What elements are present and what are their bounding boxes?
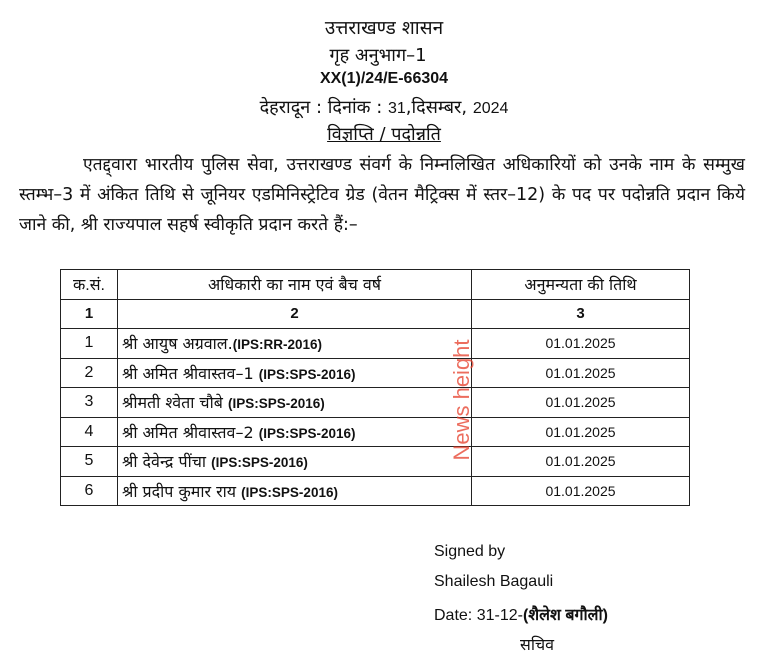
department-section: गृह अनुभाग–1 — [329, 45, 427, 66]
notification-body-text: एतद्द्वारा भारतीय पुलिस सेवा, उत्तराखण्ड संवर्ग के निम्नलिखित अधिकारियों को उनके नाम के सम्मुख स्तम्भ–3 में अंकित तिथि से जूनियर एडमिनिस्ट्रेटिव ग्रेड (वेतन मैट्रिक्स में स्तर–12) के पद पर पदोन्नति प्रदान किये जाने की, श्री राज्यपाल सहर्ष स्वीकृति प्रदान करते हैं:– — [19, 155, 745, 235]
column-number-row — [61, 299, 690, 329]
eligibility-date: 01.01.2025 — [472, 476, 690, 506]
officer-service-batch: (IPS:SPS-2016) — [241, 484, 338, 500]
signatory-designation: सचिव — [520, 635, 555, 654]
date-day: 31 — [387, 100, 406, 117]
column-header-date: अनुमन्यता की तिथि — [472, 270, 690, 300]
officer-service-batch: (IPS:SPS-2016) — [227, 396, 325, 412]
serial-number: 4 — [61, 417, 118, 447]
eligibility-date: 01.01.2025 — [472, 358, 690, 388]
signature-date-line — [434, 603, 608, 625]
signed-by-label: Signed by — [434, 543, 506, 560]
officer-name-cell — [118, 417, 472, 447]
column-header-officer: अधिकारी का नाम एवं बैच वर्ष — [118, 270, 472, 300]
serial-number: 5 — [61, 447, 118, 477]
date-month: ,दिसम्बर, — [405, 97, 473, 118]
serial-number: 6 — [61, 476, 118, 506]
signature-date-label: Date: 31-12- — [434, 607, 523, 624]
table-row — [61, 329, 690, 359]
reference-number: XX(1)/24/E-66304 — [319, 70, 449, 87]
eligibility-date: 01.01.2025 — [472, 388, 690, 418]
eligibility-date: 01.01.2025 — [472, 417, 690, 447]
eligibility-date: 01.01.2025 — [472, 447, 690, 477]
table-row — [61, 358, 690, 388]
officer-name: श्री अमित श्रीवास्तव–2 — [122, 422, 259, 442]
officer-name: श्री देवेन्द्र पींचा — [122, 452, 212, 472]
officer-name: श्री आयुष अग्रवाल. — [122, 334, 233, 354]
notice-subject: विज्ञप्ति / पदोन्नति — [327, 124, 441, 145]
date-prefix: देहरादून : दिनांक : — [259, 97, 388, 118]
officer-name: श्री अमित श्रीवास्तव–1 — [122, 363, 259, 383]
watermark-text: News height — [449, 339, 474, 461]
officer-name-cell — [118, 388, 472, 418]
officer-name-cell — [118, 329, 472, 359]
eligibility-date: 01.01.2025 — [472, 329, 690, 359]
officer-service-batch: (IPS:SPS-2016) — [211, 455, 308, 471]
officer-name: श्री प्रदीप कुमार राय — [122, 481, 242, 501]
table-header-row — [61, 270, 690, 300]
column-header-serial: क.सं. — [61, 270, 118, 300]
officer-service-batch: (IPS:RR-2016) — [232, 337, 323, 353]
table-row — [61, 447, 690, 477]
serial-number: 3 — [61, 388, 118, 418]
table-row — [61, 476, 690, 506]
promotion-table — [60, 269, 690, 506]
table-row — [61, 388, 690, 418]
signatory-hindi-name: (शैलेश बगौली) — [522, 607, 608, 624]
table-row — [61, 417, 690, 447]
date-year: 2024 — [472, 100, 509, 117]
officer-name: श्रीमती श्वेता चौबे — [122, 393, 228, 413]
officer-name-cell — [118, 476, 472, 506]
serial-number: 2 — [61, 358, 118, 388]
officer-service-batch: (IPS:SPS-2016) — [258, 366, 356, 382]
column-number-2: 2 — [118, 299, 472, 329]
officer-service-batch: (IPS:SPS-2016) — [258, 425, 356, 441]
column-number-3: 3 — [472, 299, 690, 329]
serial-number: 1 — [61, 329, 118, 359]
column-number-1: 1 — [61, 299, 118, 329]
place-and-date — [0, 95, 768, 119]
officer-name-cell — [118, 358, 472, 388]
signatory-name: Shailesh Bagauli — [434, 573, 554, 590]
officer-name-cell — [118, 447, 472, 477]
issuing-authority: उत्तराखण्ड शासन — [324, 17, 444, 39]
